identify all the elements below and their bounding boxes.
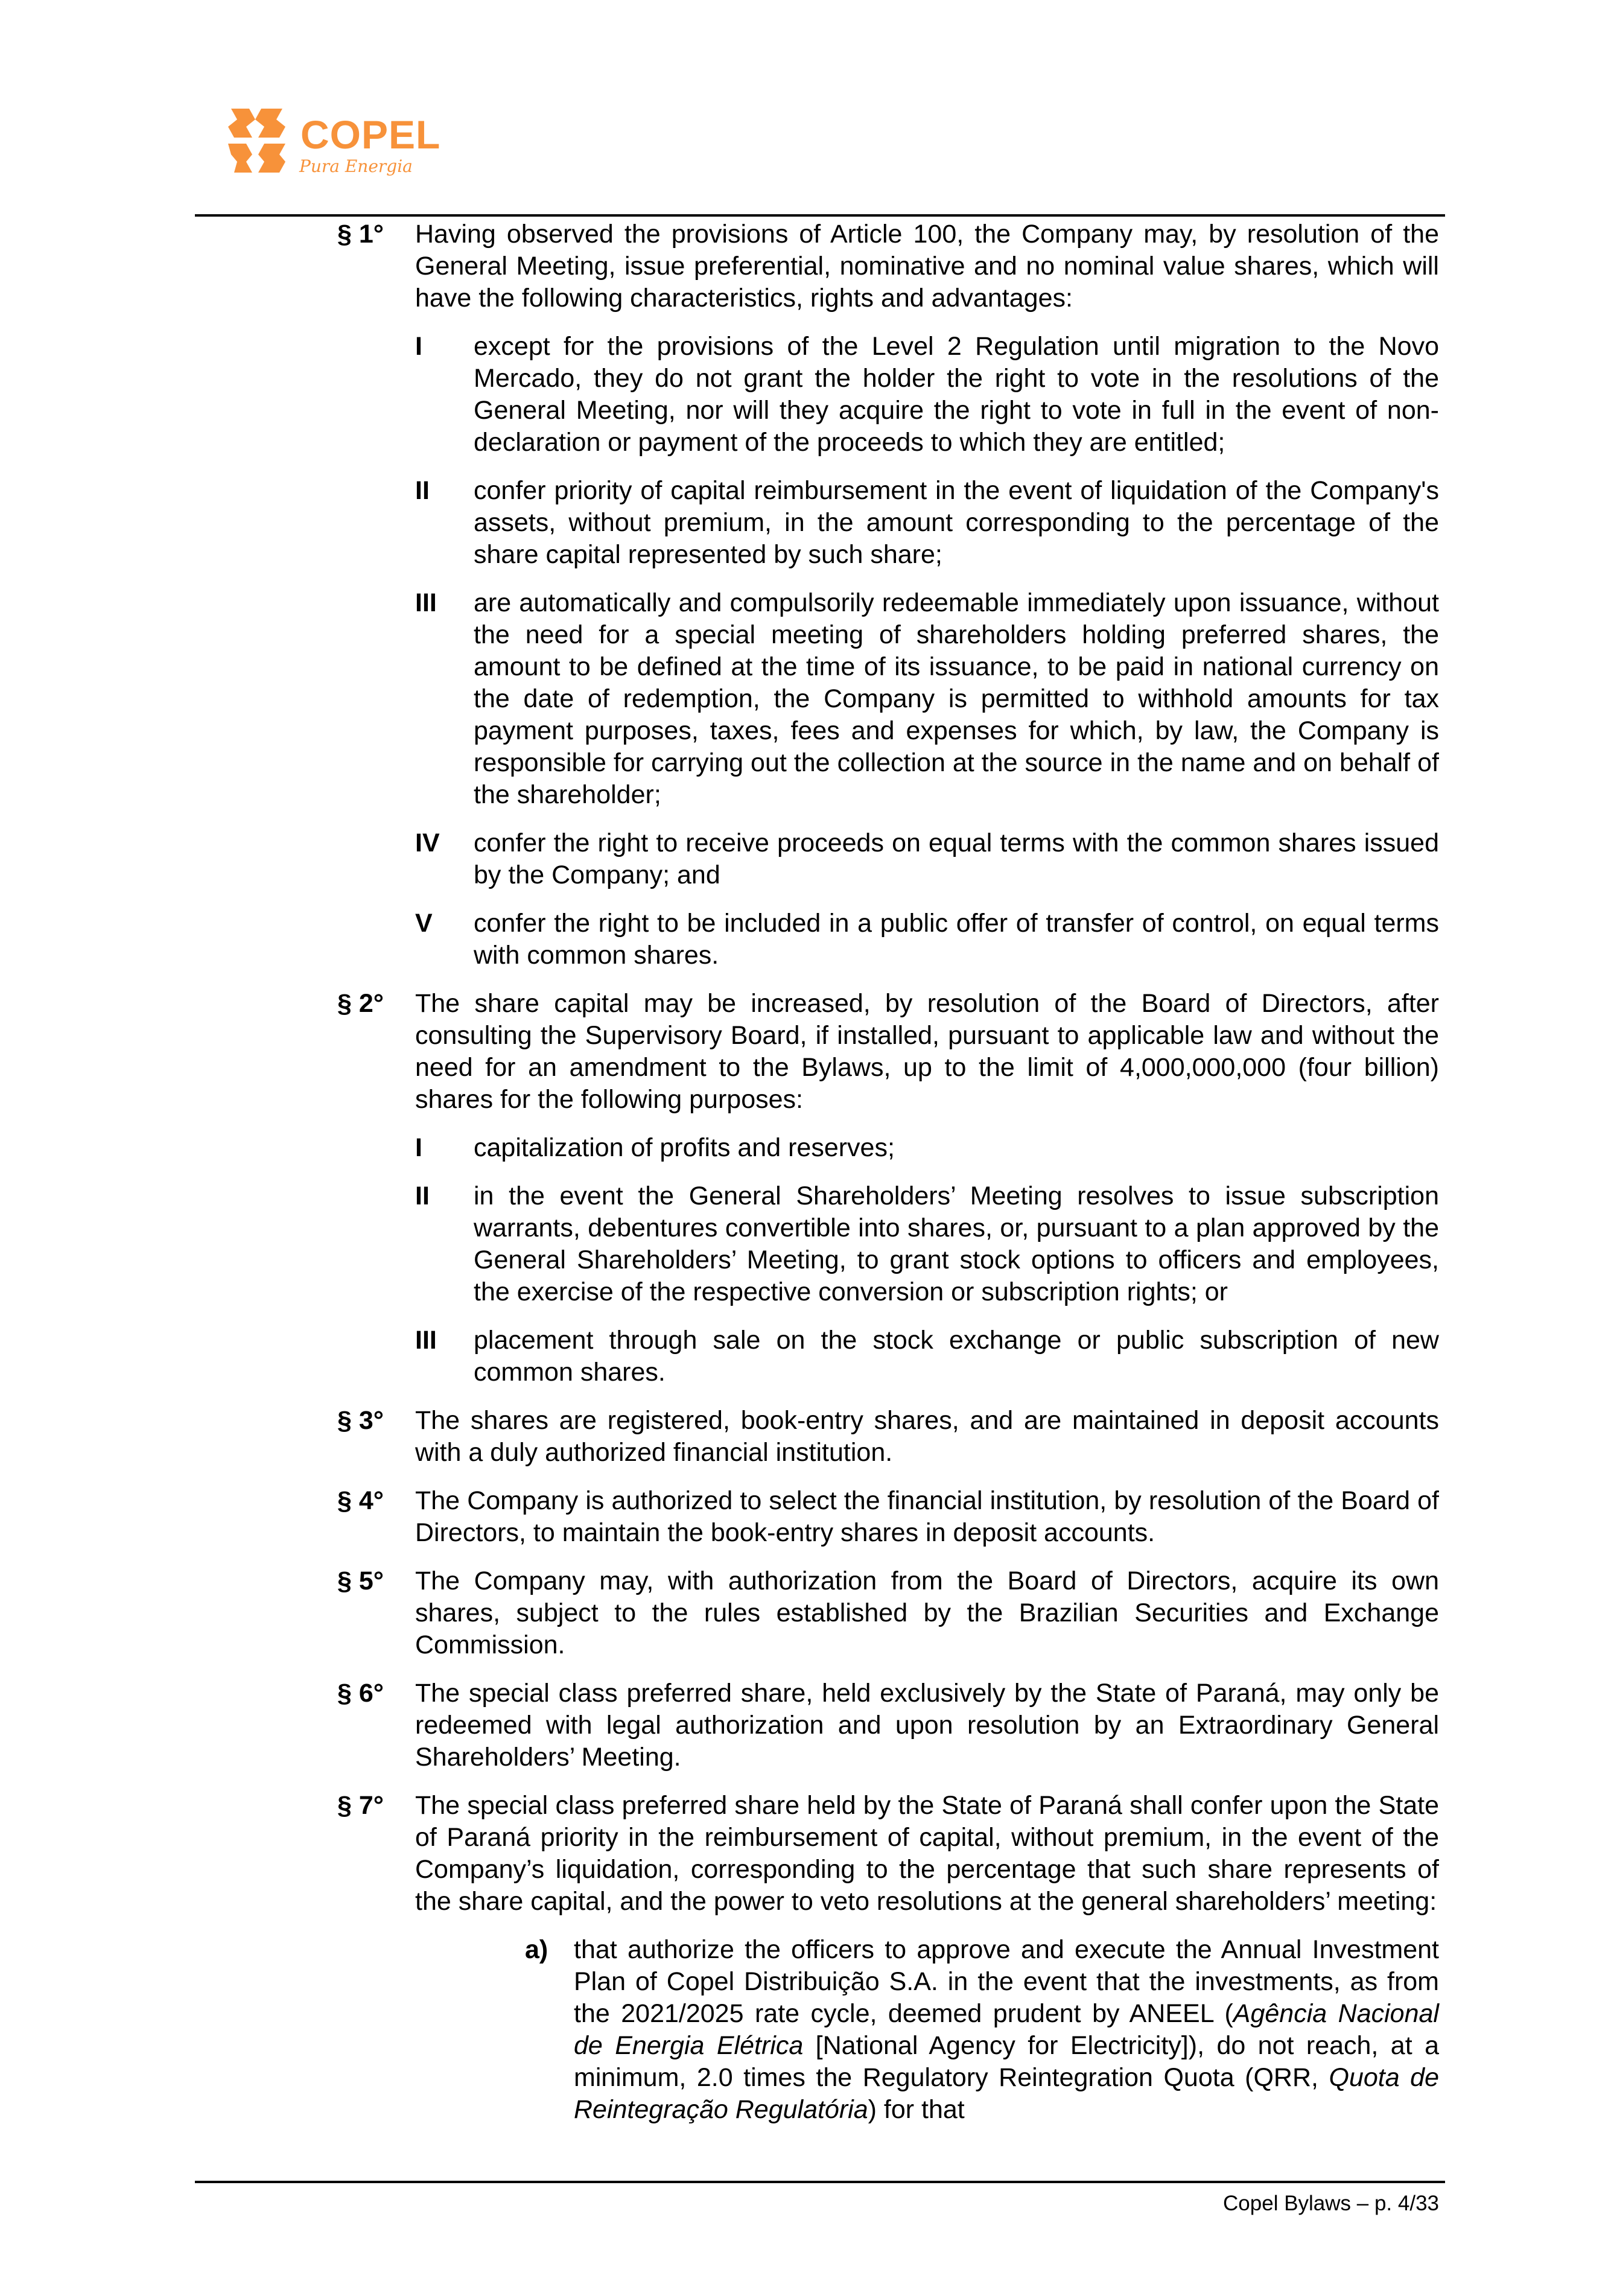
- list-item: [337, 827, 1439, 891]
- sub-item-a: [337, 1934, 1439, 2126]
- list-item: [337, 1132, 1439, 1164]
- paragraph-text: The share capital may be increased, by resolution of the Board of Directors, after consulting the Supervisory Board, if installed, pursuant to applicable law and without the need for an amendment to the Bylaws, up to the limit of 4,000,000,000 (four billion) shares for the following purposes:: [415, 989, 1439, 1114]
- paragraph-text: The Company is authorized to select the financial institution, by resolution of the Board of Directors, to maintain the book-entry shares in deposit accounts.: [415, 1486, 1439, 1547]
- paragraph-text: The special class preferred share, held exclusively by the State of Paraná, may only be redeemed with legal authorization and upon resolution by an Extraordinary General Shareholders’ Meeting.: [415, 1679, 1439, 1772]
- item-mark: IV: [415, 828, 440, 857]
- paragraph-4: [337, 1485, 1439, 1549]
- paragraph-mark: § 1°: [337, 220, 384, 249]
- logo-tagline: Pura Energia: [299, 156, 413, 176]
- item-mark: III: [415, 588, 437, 617]
- list-item: [337, 587, 1439, 811]
- paragraph-mark: § 4°: [337, 1486, 384, 1515]
- item-mark: I: [415, 1133, 422, 1162]
- header-rule: [195, 214, 1445, 217]
- item-mark: I: [415, 332, 422, 361]
- sub-item-italic: Agência Nacional de Energia Elétrica: [574, 1999, 1439, 2060]
- item-text: in the event the General Shareholders’ Meeting resolves to issue subscription warrants, debentures convertible into shares, or, pursuant to a plan approved by the General Shareholders’ Meeting, to grant stock options to officers and employees, the exercise of the respective conversion or subscription rights; or: [474, 1181, 1439, 1306]
- paragraph-1: [337, 218, 1439, 314]
- paragraph-text: The Company may, with authorization from the Board of Directors, acquire its own shares, subject to the rules established by the Brazilian Securities and Exchange Commission.: [415, 1566, 1439, 1659]
- item-mark: II: [415, 1181, 430, 1210]
- item-text: confer priority of capital reimbursement in the event of liquidation of the Company's assets, without premium, in the amount corresponding to the percentage of the share capital represented by such share;: [474, 476, 1439, 569]
- copel-logo: [228, 106, 441, 184]
- item-mark: III: [415, 1326, 437, 1355]
- paragraph-text: The shares are registered, book-entry shares, and are maintained in deposit accounts with a duly authorized financial institution.: [415, 1406, 1439, 1467]
- logo-wordmark: COPEL: [300, 112, 441, 157]
- item-mark: II: [415, 476, 430, 505]
- paragraph-text: Having observed the provisions of Article 100, the Company may, by resolution of the General Meeting, issue preferential, nominative and no nominal value shares, which will have the following characteristics, rights and advantages:: [415, 220, 1439, 313]
- paragraph-mark: § 3°: [337, 1406, 384, 1435]
- item-mark: V: [415, 909, 433, 938]
- item-text: confer the right to be included in a public offer of transfer of control, on equal terms with common shares.: [474, 909, 1439, 970]
- sub-item-mark: a): [525, 1935, 548, 1964]
- list-item: [337, 331, 1439, 459]
- item-text: are automatically and compulsorily redeemable immediately upon issuance, without the need for a special meeting of shareholders holding preferred shares, the amount to be defined at the time of its issuance, to be paid in national currency on the date of redemption, the Company is permitted to withhold amounts for tax payment purposes, taxes, fees and expenses for which, by law, the Company is responsible for carrying out the collection at the source in the name and on behalf of the shareholder;: [474, 588, 1439, 809]
- item-text: except for the provisions of the Level 2 Regulation until migration to the Novo Mercado, they do not grant the holder the right to vote in the resolutions of the General Meeting, nor will they acquire the right to vote in full in the event of non-declaration or payment of the proceeds to which they are entitled;: [474, 332, 1439, 457]
- paragraph-3: [337, 1405, 1439, 1469]
- item-text: capitalization of profits and reserves;: [474, 1133, 895, 1162]
- paragraph-text: The special class preferred share held by the State of Paraná shall confer upon the State of Paraná priority in the reimbursement of capital, without premium, in the event of the Company’s liquidation, corresponding to the percentage that such share represents of the share capital, and the power to veto resolutions at the general shareholders’ meeting:: [415, 1791, 1439, 1916]
- paragraph-2: [337, 988, 1439, 1116]
- paragraph-mark: § 5°: [337, 1566, 384, 1595]
- copel-mark-icon: [228, 109, 288, 175]
- footer-rule: [195, 2181, 1445, 2183]
- paragraph-mark: § 7°: [337, 1791, 384, 1820]
- paragraph-mark: § 6°: [337, 1679, 384, 1708]
- list-item: [337, 475, 1439, 571]
- list-item: [337, 1180, 1439, 1308]
- sub-item-text: [National Agency for Electricity]), do not reach, at a minimum, 2.0 times the Regulatory Reintegration Quota (QRR,: [574, 2031, 1439, 2092]
- item-text: placement through sale on the stock exchange or public subscription of new common shares.: [474, 1326, 1439, 1387]
- sub-item-text: that authorize the officers to approve and execute the Annual Investment Plan of Copel Distribuição S.A. in the event that the investments, as from the 2021/2025 rate cycle, deemed prudent by ANEEL (: [574, 1935, 1439, 2028]
- paragraph-7: [337, 1790, 1439, 1918]
- item-text: confer the right to receive proceeds on equal terms with the common shares issued by the Company; and: [474, 828, 1439, 889]
- sub-item-italic: Quota de Reintegração Regulatória: [574, 2063, 1439, 2124]
- paragraph-mark: § 2°: [337, 989, 384, 1018]
- list-item: [337, 908, 1439, 972]
- list-item: [337, 1324, 1439, 1388]
- document-body: [337, 218, 1439, 2142]
- page-footer: Copel Bylaws – p. 4/33: [1223, 2192, 1439, 2215]
- sub-item-text: ) for that: [868, 2095, 965, 2124]
- paragraph-6: [337, 1677, 1439, 1773]
- paragraph-5: [337, 1565, 1439, 1661]
